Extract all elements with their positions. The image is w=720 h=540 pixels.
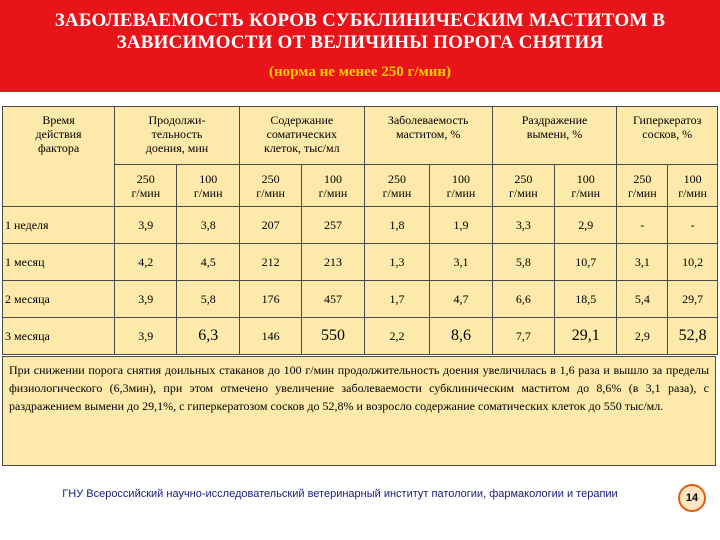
subheader-cell: 100 г/мин [668,165,718,207]
table-row [3,281,718,318]
table-cell-highlight: 29,1 [555,318,617,355]
header-udder-irritation: Раздражение вымени, % [492,107,617,165]
table-cell: 3,3 [492,207,554,244]
subheader-cell: 100 г/мин [177,165,239,207]
table-cell: 1,9 [430,207,492,244]
table-cell: 1,3 [364,244,430,281]
table-cell-highlight: 52,8 [668,318,718,355]
title-line-1: ЗАБОЛЕВАЕМОСТЬ КОРОВ СУБКЛИНИЧЕСКИМ МАСТИТОМ В [54,10,666,31]
row-label: 1 месяц [3,244,115,281]
header-somatic-cells: Содержание соматических клеток, тыс/мл [239,107,364,165]
mastitis-table [2,106,718,355]
header-milking-duration: Продолжи- тельность доения, мин [115,107,240,165]
table-cell: 18,5 [555,281,617,318]
table-cell: 3,9 [115,207,177,244]
subheader-cell: 250 г/мин [617,165,668,207]
title-line-2: ЗАВИСИМОСТИ ОТ ВЕЛИЧИНЫ ПОРОГА СНЯТИЯ [116,32,604,53]
subheader-cell: 250 г/мин [364,165,430,207]
table-cell: 212 [239,244,301,281]
table-cell: 1,7 [364,281,430,318]
table-cell-highlight: 8,6 [430,318,492,355]
subheader-cell: 100 г/мин [302,165,364,207]
table-cell: 213 [302,244,364,281]
table-cell: 5,4 [617,281,668,318]
subheader-cell: 100 г/мин [430,165,492,207]
subheader-cell: 250 г/мин [492,165,554,207]
table-row [3,207,718,244]
table-cell: 5,8 [177,281,239,318]
row-label: 2 месяца [3,281,115,318]
conclusion-note: При снижении порога снятия доильных стаканов до 100 г/мин продолжительность доения увеличилась в 1,6 раза и вышло за пределы физиологического (6,3мин), при этом отмечено увеличение заболеваемости субклиническим маститом до 8,6% (в 3,1 раза), с раздражением вымени до 29,1%, с гиперкератозом сосков до 52,8% и возросло содержание соматических клеток до 550 тыс/мл. [2,356,716,466]
table-cell: 3,1 [617,244,668,281]
table-cell: 4,2 [115,244,177,281]
institute-footer: ГНУ Всероссийский научно-исследовательский ветеринарный институт патологии, фармакологии и терапии [62,488,618,500]
table-cell: 2,2 [364,318,430,355]
table-header-row [3,107,718,165]
table-cell: 3,9 [115,318,177,355]
table-cell: 2,9 [555,207,617,244]
table-cell: 146 [239,318,301,355]
table-cell: 3,8 [177,207,239,244]
table-cell: - [668,207,718,244]
table-cell: 2,9 [617,318,668,355]
table-cell: 4,7 [430,281,492,318]
table-row [3,318,718,355]
page-number-badge: 14 [678,484,706,512]
table-cell: - [617,207,668,244]
subheader-cell: 250 г/мин [115,165,177,207]
table-cell-highlight: 6,3 [177,318,239,355]
title-banner [0,0,720,92]
table-cell: 10,2 [668,244,718,281]
table-cell-highlight: 550 [302,318,364,355]
table-row [3,244,718,281]
table-cell: 5,8 [492,244,554,281]
slide-subtitle: (норма не менее 250 г/мин) [269,64,451,80]
row-label: 3 месяца [3,318,115,355]
row-label: 1 неделя [3,207,115,244]
table-cell: 457 [302,281,364,318]
table-cell: 3,9 [115,281,177,318]
slide-title [0,10,720,54]
table-cell: 4,5 [177,244,239,281]
subheader-cell: 250 г/мин [239,165,301,207]
table-cell: 6,6 [492,281,554,318]
table-cell: 29,7 [668,281,718,318]
table-cell: 176 [239,281,301,318]
table-cell: 207 [239,207,301,244]
header-teat-hyperkeratosis: Гиперкератоз сосков, % [617,107,718,165]
table-cell: 7,7 [492,318,554,355]
table-cell: 10,7 [555,244,617,281]
table-cell: 257 [302,207,364,244]
table-cell: 1,8 [364,207,430,244]
header-time-of-factor: Время действия фактора [3,107,115,207]
table-cell: 3,1 [430,244,492,281]
subheader-cell: 100 г/мин [555,165,617,207]
header-mastitis-incidence: Заболеваемость маститом, % [364,107,492,165]
